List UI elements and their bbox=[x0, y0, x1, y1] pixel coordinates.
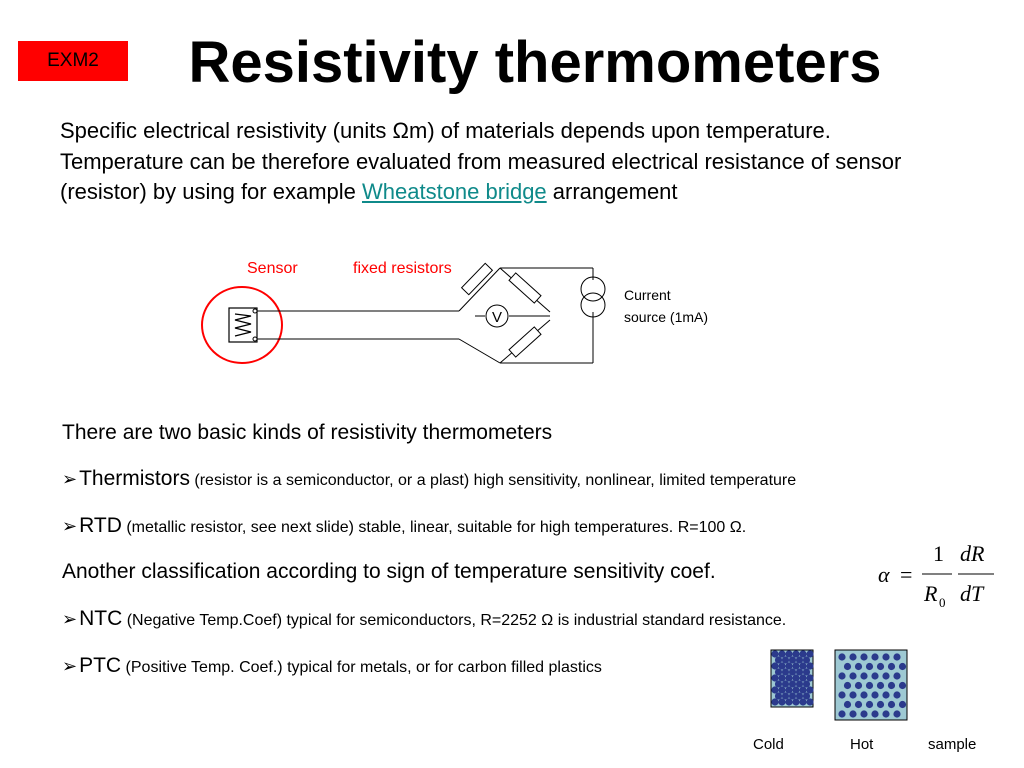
atom-dot bbox=[778, 650, 785, 657]
ntc-name: NTC bbox=[79, 607, 123, 630]
atom-dot bbox=[771, 686, 778, 693]
atom-dot bbox=[799, 674, 806, 681]
voltmeter-label: V bbox=[491, 309, 503, 326]
atom-dot bbox=[778, 674, 785, 681]
atom-dot bbox=[796, 656, 803, 663]
atom-dot bbox=[844, 663, 851, 670]
formula-one: 1 bbox=[933, 541, 944, 566]
atom-dot bbox=[871, 691, 878, 698]
atom-dot bbox=[844, 701, 851, 708]
atom-dot bbox=[792, 662, 799, 669]
thermistors-desc: (resistor is a semiconductor, or a plast) high sensitivity, nonlinear, limited temperature bbox=[189, 472, 797, 489]
atom-dot bbox=[877, 663, 884, 670]
atom-dot bbox=[866, 682, 873, 689]
wheatstone-bridge-link[interactable]: Wheatstone bridge bbox=[362, 179, 547, 204]
atom-dot bbox=[799, 698, 806, 705]
ntc-item bbox=[62, 606, 786, 634]
fixed-resistors-label: fixed resistors bbox=[353, 260, 452, 277]
slide-title: Resistivity thermometers bbox=[188, 30, 882, 95]
atom-dot bbox=[882, 653, 889, 660]
intro-text-1: Specific electrical resistivity (units bbox=[60, 118, 393, 143]
rtd-desc: (metallic resistor, see next slide) stable, linear, suitable for high temperatures. R=100 bbox=[121, 519, 730, 536]
intro-text-2: m) of materials depends upon temperature. Temperature can be therefore evaluated from measured electrical resistance of sensor (resistor) by using for example bbox=[60, 118, 902, 204]
formula-equals: = bbox=[900, 562, 913, 587]
sensor-label: Sensor bbox=[247, 260, 298, 277]
atom-dot bbox=[803, 692, 810, 699]
circuit-wires bbox=[257, 268, 593, 363]
atom-dot bbox=[838, 653, 845, 660]
atom-dot bbox=[806, 698, 813, 705]
fixed-resistor bbox=[509, 273, 541, 303]
current-source-label-1: Current bbox=[624, 287, 671, 303]
bullet-arrow-icon: ➢ bbox=[62, 516, 78, 536]
atom-dot bbox=[899, 701, 906, 708]
atom-dot bbox=[860, 672, 867, 679]
atom-dot bbox=[882, 710, 889, 717]
rtd-unit: Ω bbox=[729, 519, 742, 536]
atom-dot bbox=[877, 682, 884, 689]
atom-dot bbox=[775, 680, 782, 687]
atom-dot bbox=[866, 701, 873, 708]
atom-dot bbox=[789, 680, 796, 687]
formula-r-sub: 0 bbox=[939, 595, 946, 610]
atom-dot bbox=[860, 710, 867, 717]
atom-dot bbox=[866, 663, 873, 670]
atom-dot bbox=[789, 656, 796, 663]
atom-dot bbox=[778, 662, 785, 669]
atom-dot bbox=[888, 663, 895, 670]
sensor-resistor bbox=[229, 308, 257, 342]
atom-dot bbox=[775, 692, 782, 699]
atom-dot bbox=[893, 653, 900, 660]
ptc-item bbox=[62, 653, 602, 681]
atom-dot bbox=[806, 686, 813, 693]
atom-dot bbox=[899, 663, 906, 670]
rtd-name: RTD bbox=[79, 514, 122, 537]
atom-dot bbox=[792, 674, 799, 681]
atom-dot bbox=[771, 650, 778, 657]
atom-dot bbox=[785, 686, 792, 693]
fixed-resistor bbox=[509, 327, 541, 357]
atom-dot bbox=[771, 698, 778, 705]
atom-dot bbox=[792, 698, 799, 705]
atom-dot bbox=[803, 668, 810, 675]
atom-dot bbox=[796, 692, 803, 699]
formula-r: R bbox=[924, 581, 938, 606]
classification-text: Another classification according to sign of temperature sensitivity coef. bbox=[62, 560, 716, 583]
atom-dot bbox=[893, 710, 900, 717]
atom-dot bbox=[789, 692, 796, 699]
intro-text-3: arrangement bbox=[546, 179, 678, 204]
atom-dot bbox=[882, 672, 889, 679]
atom-dot bbox=[882, 691, 889, 698]
atom-dot bbox=[785, 650, 792, 657]
current-source bbox=[581, 277, 605, 317]
bullet-arrow-icon: ➢ bbox=[62, 469, 78, 489]
atom-dot bbox=[893, 672, 900, 679]
alpha-formula bbox=[872, 537, 1002, 613]
atom-dot bbox=[838, 691, 845, 698]
formula-dr: dR bbox=[960, 541, 985, 566]
ntc-end: is industrial standard resistance. bbox=[553, 612, 787, 629]
intro-paragraph bbox=[60, 116, 920, 208]
atom-dot bbox=[838, 710, 845, 717]
fixed-resistor bbox=[462, 263, 493, 294]
formula-alpha: α bbox=[878, 562, 890, 587]
ntc-desc: (Negative Temp.Coef) typical for semiconductors, R=2252 bbox=[122, 612, 542, 629]
rtd-item bbox=[62, 513, 746, 541]
atom-dot bbox=[792, 650, 799, 657]
atom-dot bbox=[803, 656, 810, 663]
atom-dot bbox=[782, 680, 789, 687]
rtd-end: . bbox=[741, 519, 747, 536]
wheatstone-circuit-diagram bbox=[195, 250, 755, 390]
atom-dot bbox=[785, 674, 792, 681]
voltmeter bbox=[486, 305, 508, 327]
atom-dot bbox=[785, 698, 792, 705]
atom-dot bbox=[844, 682, 851, 689]
atom-dot bbox=[838, 672, 845, 679]
atom-dot bbox=[806, 650, 813, 657]
atom-dot bbox=[799, 686, 806, 693]
atom-dot bbox=[871, 710, 878, 717]
sample-label: sample bbox=[928, 736, 977, 753]
atom-dot bbox=[782, 656, 789, 663]
atom-dot bbox=[871, 672, 878, 679]
cold-sample-atoms bbox=[771, 650, 813, 705]
cold-label: Cold bbox=[753, 736, 784, 753]
atom-dot bbox=[849, 653, 856, 660]
atom-dot bbox=[849, 672, 856, 679]
atom-dot bbox=[806, 662, 813, 669]
atom-dot bbox=[796, 668, 803, 675]
atom-dot bbox=[888, 701, 895, 708]
atom-dot bbox=[849, 710, 856, 717]
atom-dot bbox=[849, 691, 856, 698]
hot-label: Hot bbox=[850, 736, 874, 753]
atom-dot bbox=[792, 686, 799, 693]
atom-dot bbox=[785, 662, 792, 669]
omega-symbol: Ω bbox=[392, 118, 409, 143]
atom-dot bbox=[855, 663, 862, 670]
atom-dot bbox=[771, 662, 778, 669]
atom-dot bbox=[871, 653, 878, 660]
atom-dot bbox=[888, 682, 895, 689]
atom-dot bbox=[806, 674, 813, 681]
atom-dot bbox=[796, 680, 803, 687]
atom-dot bbox=[803, 680, 810, 687]
thermistors-item bbox=[62, 466, 796, 494]
atom-dot bbox=[860, 691, 867, 698]
atom-dot bbox=[855, 682, 862, 689]
sample-illustration bbox=[753, 646, 995, 756]
atom-dot bbox=[775, 656, 782, 663]
atom-dot bbox=[778, 698, 785, 705]
atom-dot bbox=[799, 650, 806, 657]
atom-dot bbox=[789, 668, 796, 675]
ptc-name: PTC bbox=[79, 654, 122, 677]
atom-dot bbox=[860, 653, 867, 660]
ptc-desc: (Positive Temp. Coef.) typical for metals, or for carbon filled plastics bbox=[121, 659, 602, 676]
atom-dot bbox=[877, 701, 884, 708]
atom-dot bbox=[775, 668, 782, 675]
atom-dot bbox=[782, 692, 789, 699]
atom-dot bbox=[778, 686, 785, 693]
ntc-unit: Ω bbox=[541, 612, 554, 629]
kinds-heading: There are two basic kinds of resistivity thermometers bbox=[62, 421, 553, 444]
bullet-arrow-icon: ➢ bbox=[62, 609, 78, 629]
atom-dot bbox=[782, 668, 789, 675]
formula-dt: dT bbox=[960, 581, 984, 606]
thermistors-name: Thermistors bbox=[79, 467, 190, 490]
atom-dot bbox=[799, 662, 806, 669]
atom-dot bbox=[899, 682, 906, 689]
slide-badge: EXM2 bbox=[18, 41, 128, 81]
atom-dot bbox=[855, 701, 862, 708]
atom-dot bbox=[893, 691, 900, 698]
bullet-arrow-icon: ➢ bbox=[62, 656, 78, 676]
atom-dot bbox=[771, 674, 778, 681]
current-source-label-2: source (1mA) bbox=[624, 309, 709, 325]
